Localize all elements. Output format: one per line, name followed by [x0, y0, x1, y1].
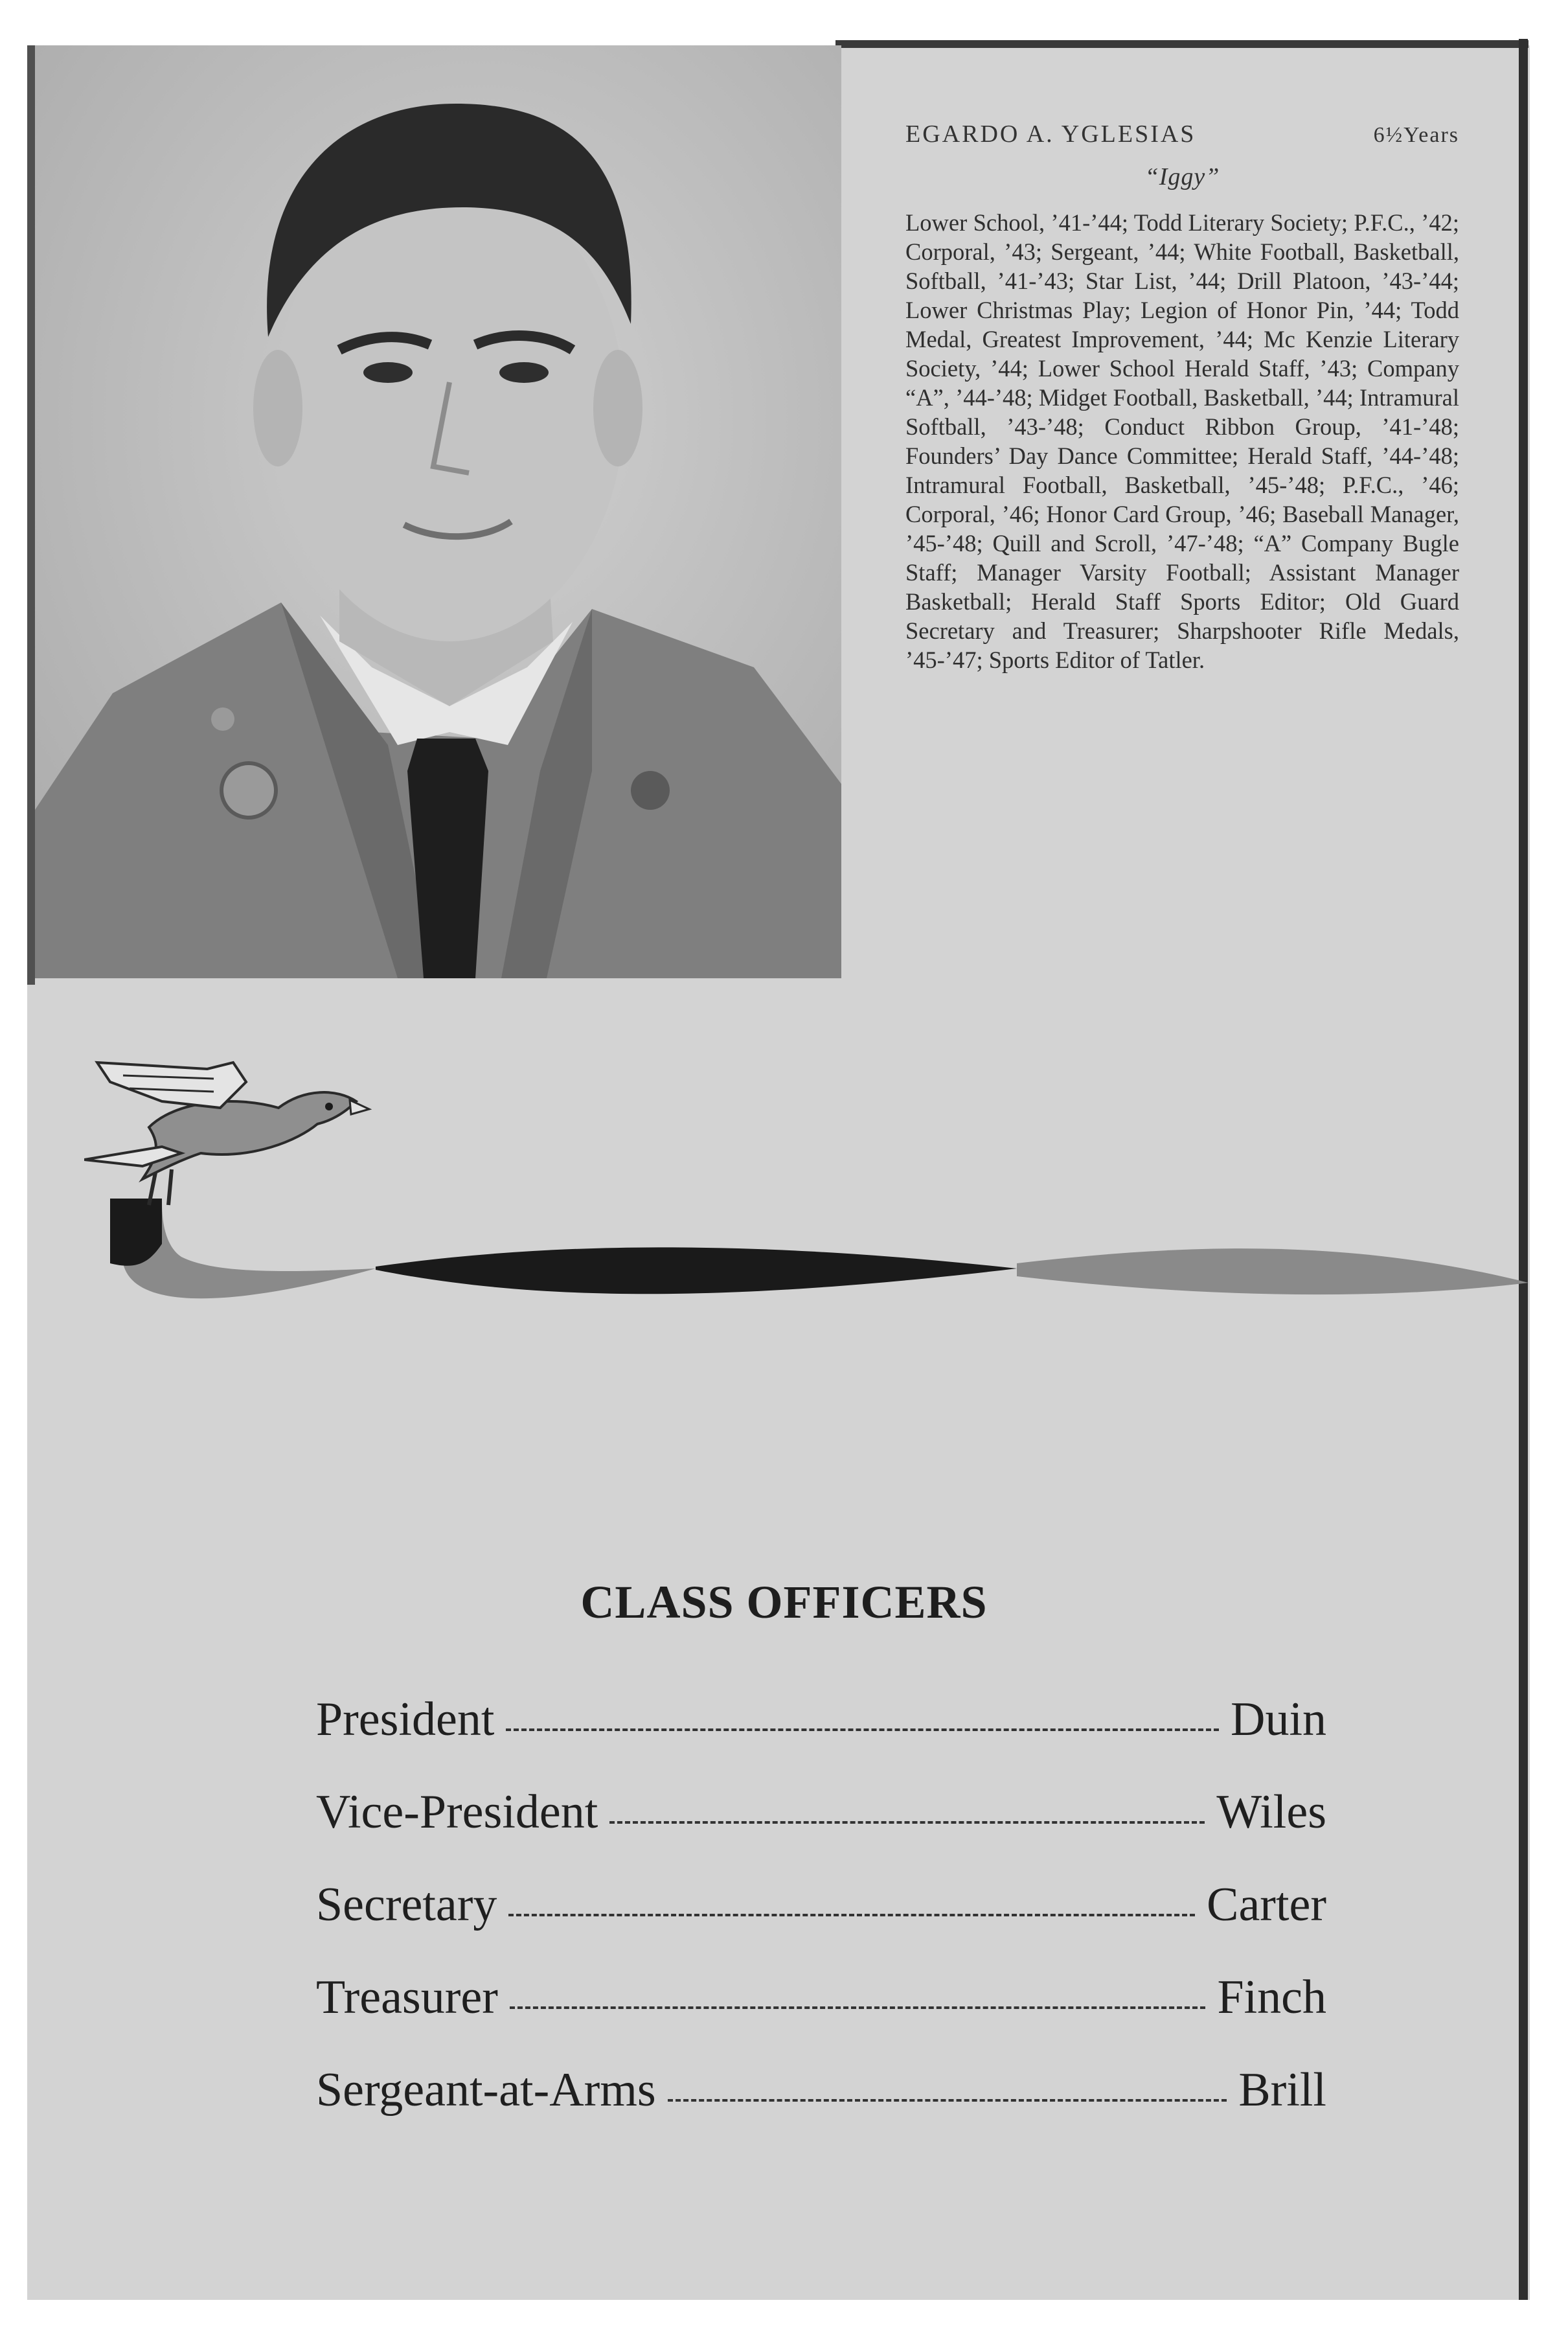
student-name: EGARDO A. YGLESIAS	[905, 121, 1196, 148]
officer-name: Finch	[1217, 1971, 1326, 2024]
dotted-leader	[506, 1728, 1219, 1731]
officer-role: Vice-President	[316, 1785, 598, 1839]
dotted-leader	[510, 2006, 1206, 2009]
page-edge-top	[835, 40, 1528, 48]
page-edge-left	[27, 45, 35, 985]
eagle-ribbon-emblem	[84, 1050, 1528, 1322]
dotted-leader	[668, 2099, 1227, 2102]
activities-paragraph: Lower School, ’41-’44; Todd Literary Society; P.F.C., ’42; Corporal, ’43; Sergeant, ’44; White Football, Basketball, Softball, ’41-’43; Star List, ’44; Drill Platoon, ’43-’44; Lower Christmas Play; Legion of Honor Pin, ’44; Todd Medal, Greatest Improvement, ’44; Mc Kenzie Literary Society, ’44; Lower School Herald Staff, ’43; Company “A”, ’44-’48; Midget Football, Basketball, ’44; Intramural Softball, ’43-’48; Conduct Ribbon Group, ’41-’48; Founders’ Day Dance Committee; Herald Staff, ’44-’48; Intramural Football, Basketball, ’45-’48; P.F.C., ’46; Corporal, ’46; Honor Card Group, ’46; Baseball Manager, ’45-’48; Quill and Scroll, ’47-’48; “A” Company Bugle Staff; Manager Varsity Football; Assistant Manager Basketball; Herald Staff Sports Editor; Old Guard Secretary and Treasurer; Sharpshooter Rifle Medals, ’45-’47; Sports Editor of Tatler.	[905, 209, 1459, 673]
officer-role: President	[316, 1693, 495, 1746]
student-nickname: “Iggy”	[1144, 163, 1220, 190]
class-officers-title: CLASS OFFICERS	[580, 1576, 988, 1628]
dotted-leader	[609, 1821, 1205, 1824]
bio-header	[905, 120, 1459, 148]
officer-row	[316, 1785, 1326, 1877]
officer-role: Sergeant-at-Arms	[316, 2063, 656, 2117]
officer-row	[316, 2063, 1326, 2155]
student-bio	[905, 120, 1459, 674]
student-portrait-photo	[35, 45, 841, 978]
officer-name: Carter	[1207, 1878, 1326, 1931]
officer-name: Wiles	[1216, 1785, 1326, 1839]
dotted-leader	[508, 1914, 1195, 1916]
officer-role: Treasurer	[316, 1971, 498, 2024]
officer-role: Secretary	[316, 1878, 497, 1931]
officer-row	[316, 1877, 1326, 1970]
class-officers-list	[316, 1692, 1326, 2155]
officer-name: Brill	[1238, 2063, 1326, 2117]
years-attended: 6½Years	[1373, 123, 1459, 147]
officer-row	[316, 1970, 1326, 2063]
officer-row	[316, 1692, 1326, 1785]
officer-name: Duin	[1231, 1693, 1326, 1746]
